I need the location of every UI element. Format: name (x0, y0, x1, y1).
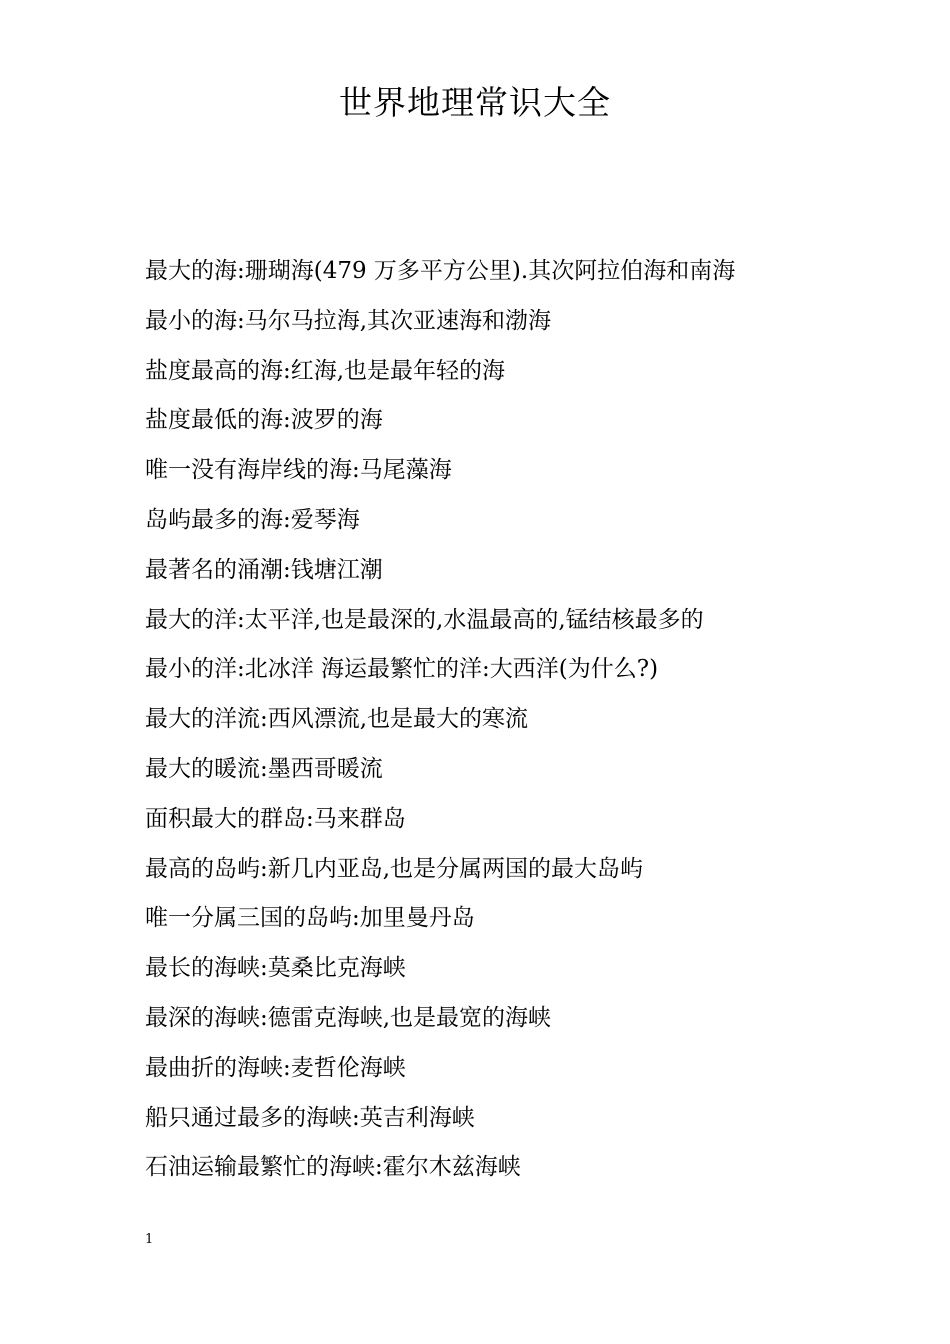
fact-line-14: 唯一分属三国的岛屿:加里曼丹岛 (145, 905, 475, 932)
fact-line-13: 最高的岛屿:新几内亚岛,也是分属两国的最大岛屿 (145, 855, 644, 882)
fact-line-7: 最著名的涌潮:钱塘江潮 (145, 556, 383, 583)
fact-line-3: 盐度最高的海:红海,也是最年轻的海 (145, 357, 506, 384)
fact-line-15: 最长的海峡:莫桑比克海峡 (145, 955, 406, 982)
fact-line-19: 石油运输最繁忙的海峡:霍尔木兹海峡 (145, 1154, 521, 1181)
fact-line-16: 最深的海峡:德雷克海峡,也是最宽的海峡 (145, 1004, 552, 1031)
fact-line-11: 最大的暖流:墨西哥暖流 (145, 755, 383, 782)
page-number: 1 (145, 1232, 154, 1247)
fact-line-1: 最大的海:珊瑚海(479 万多平方公里).其次阿拉伯海和南海 (145, 258, 736, 284)
fact-line-6: 岛屿最多的海:爱琴海 (145, 506, 360, 533)
fact-line-18: 船只通过最多的海峡:英吉利海峡 (145, 1104, 475, 1131)
page-title: 世界地理常识大全 (339, 83, 611, 122)
fact-line-12: 面积最大的群岛:马来群岛 (145, 805, 406, 832)
fact-line-9: 最小的洋:北冰洋 海运最繁忙的洋:大西洋(为什么?) (145, 656, 659, 683)
fact-line-5: 唯一没有海岸线的海:马尾藻海 (145, 457, 452, 484)
fact-line-8: 最大的洋:太平洋,也是最深的,水温最高的,锰结核最多的 (145, 606, 704, 633)
fact-list (145, 247, 905, 1193)
fact-line-10: 最大的洋流:西风漂流,也是最大的寒流 (145, 706, 529, 733)
fact-line-17: 最曲折的海峡:麦哲伦海峡 (145, 1054, 406, 1081)
fact-line-4: 盐度最低的海:波罗的海 (145, 407, 383, 434)
fact-line-2: 最小的海:马尔马拉海,其次亚速海和渤海 (145, 307, 552, 334)
